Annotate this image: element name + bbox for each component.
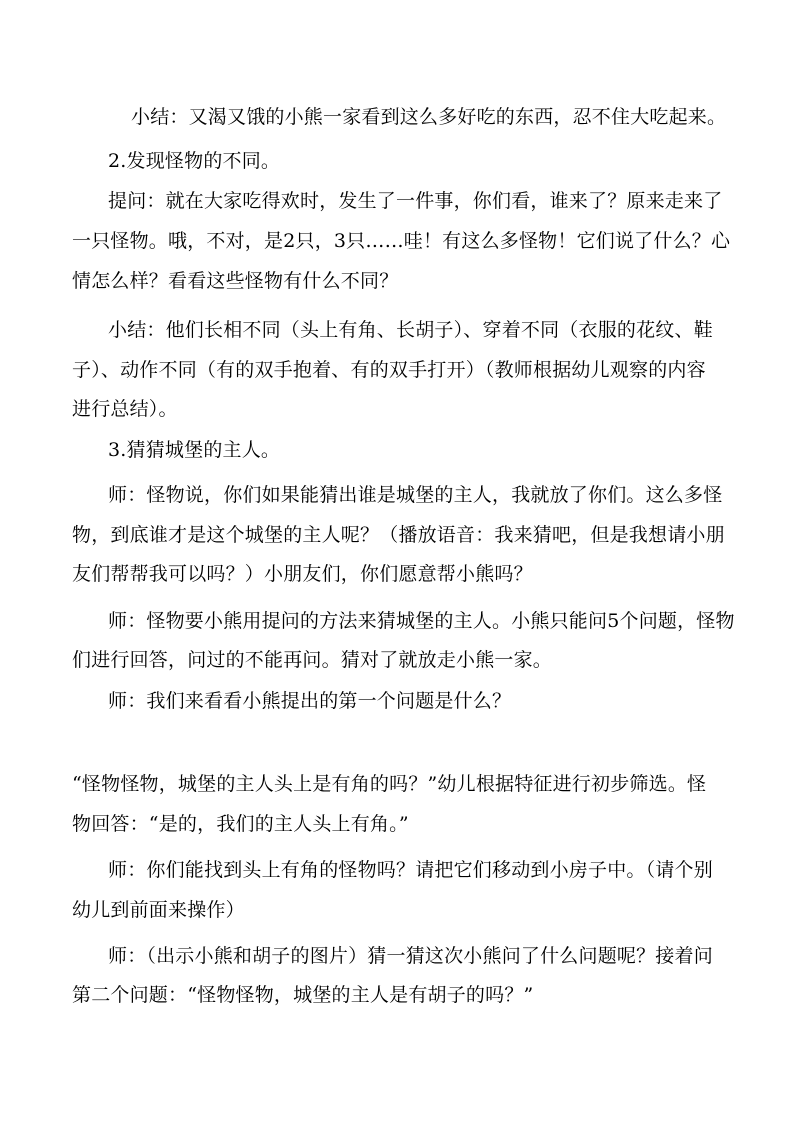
quote-paragraph-line-2: 物回答：“是的，我们的主人头上有角。” [72,813,409,835]
teacher-paragraph-4-line-1: 师：你们能找到头上有角的怪物吗？请把它们移动到小房子中。（请个别 [108,859,713,881]
summary-paragraph-2-line-2: 子）、动作不同（有的双手抱着、有的双手打开）（教师根据幼儿观察的内容 [72,359,706,381]
summary-paragraph-2-line-1: 小结：他们长相不同（头上有角、长胡子）、穿着不同（衣服的花纹、鞋 [108,319,713,341]
quote-paragraph-line-1: “怪物怪物，城堡的主人头上是有角的吗？”幼儿根据特征进行初步筛选。怪 [72,773,707,795]
teacher-paragraph-2-line-2: 们进行回答，问过的不能再问。猜对了就放走小熊一家。 [72,649,553,671]
summary-paragraph-2-line-3: 进行总结）。 [72,398,178,420]
section-heading-2: 2.发现怪物的不同。 [108,150,281,172]
teacher-paragraph-3: 师：我们来看看小熊提出的第一个问题是什么？ [108,690,512,712]
question-paragraph-line-3: 情怎么样？看看这些怪物有什么不同？ [72,270,399,292]
question-paragraph-line-1: 提问：就在大家吃得欢时，发生了一件事，你们看，谁来了？原来走来了 [108,190,723,212]
teacher-paragraph-4-line-2: 幼儿到前面来操作） [72,899,245,921]
teacher-paragraph-2-line-1: 师：怪物要小熊用提问的方法来猜城堡的主人。小熊只能问5个问题，怪物 [108,610,735,632]
teacher-paragraph-1-line-2: 物，到底谁才是这个城堡的主人呢？（播放语音：我来猜吧，但是我想请小朋 [72,524,725,546]
summary-paragraph-1-line-1: 小结：又渴又饿的小熊一家看到这么多好吃的东西，忍不住大吃起来。 [131,106,727,128]
teacher-paragraph-5-line-2: 第二个问题：“怪物怪物，城堡的主人是有胡子的吗？” [72,984,534,1006]
teacher-paragraph-5-line-1: 师：（出示小熊和胡子的图片）猜一猜这次小熊问了什么问题呢？接着问 [108,945,713,967]
question-paragraph-line-2: 一只怪物。哦，不对，是2只，3只……哇！有这么多怪物！它们说了什么？心 [72,230,731,252]
teacher-paragraph-1-line-3: 友们帮帮我可以吗？）小朋友们，你们愿意帮小熊吗？ [72,563,533,585]
teacher-paragraph-1-line-1: 师：怪物说，你们如果能猜出谁是城堡的主人，我就放了你们。这么多怪 [108,484,723,506]
section-heading-3: 3.猜猜城堡的主人。 [108,439,281,461]
